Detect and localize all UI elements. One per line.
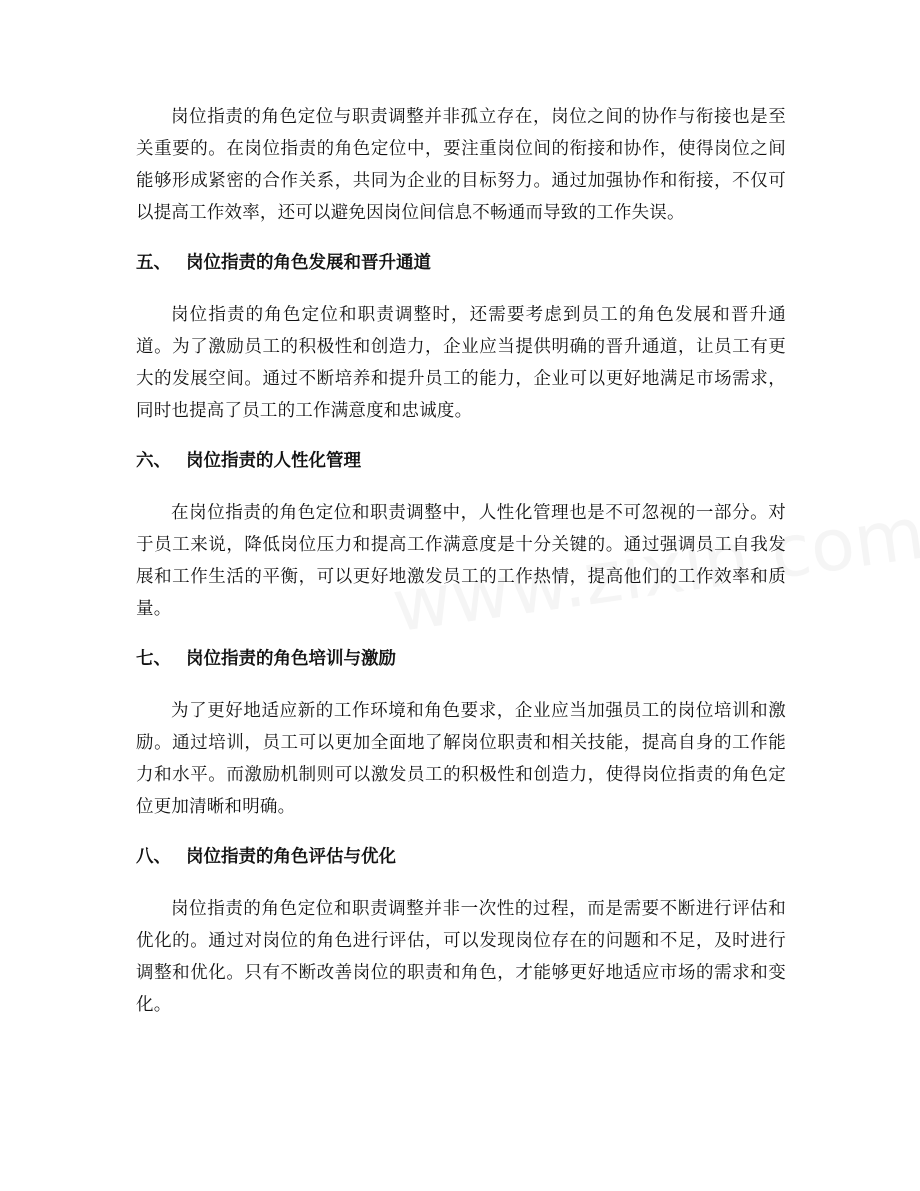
section-paragraph-8: 岗位指责的角色定位和职责调整并非一次性的过程，而是需要不断进行评估和优化的。通过对岗位的角色进行评估，可以发现岗位存在的问题和不足，及时进行调整和优化。只有不断改善岗位的职责和角色，才能够更好地适应市场的需求和变化。	[136, 899, 786, 1015]
section-paragraph-7: 为了更好地适应新的工作环境和角色要求，企业应当加强员工的岗位培训和激励。通过培训，员工可以更加全面地了解岗位职责和相关技能，提高自身的工作能力和水平。而激励机制则可以激发员工的积极性和创造力，使得岗位指责的角色定位更加清晰和明确。	[136, 701, 786, 817]
section-number: 七、	[136, 649, 171, 669]
section-paragraph-5: 岗位指责的角色定位和职责调整时，还需要考虑到员工的角色发展和晋升通道。为了激励员工的积极性和创造力，企业应当提供明确的晋升通道，让员工有更大的发展空间。通过不断培养和提升员工的能力，企业可以更好地满足市场需求，同时也提高了员工的工作满意度和忠诚度。	[136, 305, 786, 421]
section-heading-7	[136, 643, 786, 675]
intro-paragraph: 岗位指责的角色定位与职责调整并非孤立存在，岗位之间的协作与衔接也是至关重要的。在岗位指责的角色定位中，要注重岗位间的衔接和协作，使得岗位之间能够形成紧密的合作关系，共同为企业的目标努力。通过加强协作和衔接，不仅可以提高工作效率，还可以避免因岗位间信息不畅通而导致的工作失误。	[136, 107, 786, 223]
section-title: 岗位指责的角色评估与优化	[186, 847, 396, 867]
section-paragraph-6: 在岗位指责的角色定位和职责调整中，人性化管理也是不可忽视的一部分。对于员工来说，降低岗位压力和提高工作满意度是十分关键的。通过强调员工自我发展和工作生活的平衡，可以更好地激发员工的工作热情，提高他们的工作效率和质量。	[136, 503, 786, 619]
document-body	[136, 101, 786, 1021]
section-number: 六、	[136, 451, 171, 471]
section-title: 岗位指责的人性化管理	[186, 451, 361, 471]
section-number: 八、	[136, 847, 171, 867]
section-title: 岗位指责的角色发展和晋升通道	[186, 253, 431, 273]
section-heading-5	[136, 247, 786, 279]
section-heading-8	[136, 841, 786, 873]
section-heading-6	[136, 445, 786, 477]
section-title: 岗位指责的角色培训与激励	[186, 649, 396, 669]
section-number: 五、	[136, 253, 171, 273]
